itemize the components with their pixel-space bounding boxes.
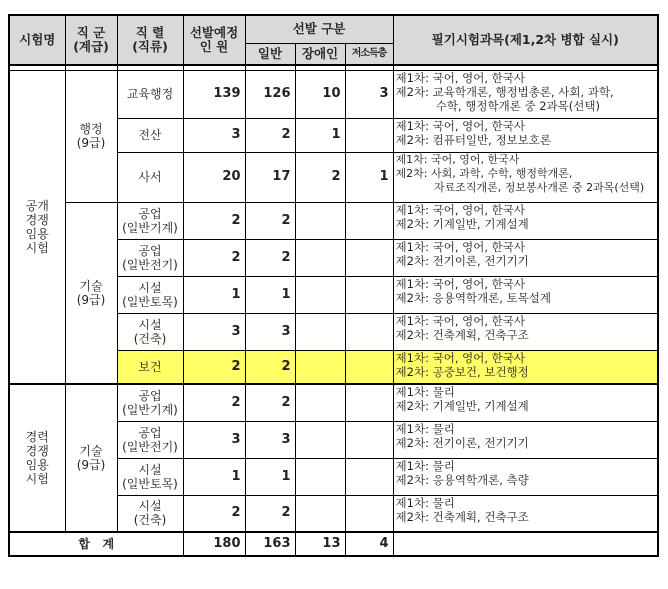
planned-cell: 2 xyxy=(183,239,245,276)
general-cell: 2 xyxy=(245,118,295,152)
subjects-cell: 제1차: 물리 제2차: 건축계획, 건축구조 xyxy=(393,495,658,532)
total-disabled: 13 xyxy=(295,532,345,556)
lowincome-cell xyxy=(345,202,393,239)
planned-cell: 2 xyxy=(183,384,245,421)
disabled-cell xyxy=(295,350,345,384)
disabled-cell: 10 xyxy=(295,70,345,118)
subjects-cell: 제1차: 물리 제2차: 전기이론, 전기기기 xyxy=(393,421,658,458)
lowincome-cell xyxy=(345,495,393,532)
table-row xyxy=(9,70,658,118)
subjects-cell: 제1차: 국어, 영어, 한국사 제2차: 교육학개론, 행정법총론, 사회, 과학, 수학, 행정학개론 중 2과목(선택) xyxy=(393,70,658,118)
recruitment-table xyxy=(8,14,659,557)
job-cell: 공업 (일반전기) xyxy=(117,239,183,276)
lowincome-cell xyxy=(345,421,393,458)
header-disabled: 장애인 xyxy=(295,43,345,65)
general-cell: 126 xyxy=(245,70,295,118)
general-cell: 1 xyxy=(245,276,295,313)
job-cell: 공업 (일반기계) xyxy=(117,384,183,421)
job-cell: 시설 (건축) xyxy=(117,313,183,350)
job-cell: 시설 (일반토목) xyxy=(117,458,183,495)
subjects-cell: 제1차: 국어, 영어, 한국사 제2차: 공중보건, 보건행정 xyxy=(393,350,658,384)
subjects-cell: 제1차: 국어, 영어, 한국사 제2차: 전기이론, 전기기기 xyxy=(393,239,658,276)
table-row xyxy=(9,384,658,421)
general-cell: 2 xyxy=(245,495,295,532)
lowincome-cell: 3 xyxy=(345,70,393,118)
disabled-cell xyxy=(295,384,345,421)
header-subjects: 필기시험과목(제1,2차 병합 실시) xyxy=(393,15,658,65)
planned-cell: 20 xyxy=(183,152,245,202)
disabled-cell xyxy=(295,276,345,313)
planned-cell: 3 xyxy=(183,313,245,350)
job-cell: 전산 xyxy=(117,118,183,152)
subjects-cell: 제1차: 국어, 영어, 한국사 제2차: 컴퓨터일반, 정보보호론 xyxy=(393,118,658,152)
total-row xyxy=(9,532,658,556)
planned-cell: 2 xyxy=(183,350,245,384)
planned-cell: 3 xyxy=(183,118,245,152)
lowincome-cell xyxy=(345,276,393,313)
general-cell: 17 xyxy=(245,152,295,202)
general-cell: 3 xyxy=(245,313,295,350)
disabled-cell xyxy=(295,458,345,495)
general-cell: 2 xyxy=(245,384,295,421)
group-admin: 행정 (9급) xyxy=(65,70,117,202)
disabled-cell xyxy=(295,313,345,350)
total-subjects-empty xyxy=(393,532,658,556)
job-cell: 보건 xyxy=(117,350,183,384)
general-cell: 3 xyxy=(245,421,295,458)
total-planned: 180 xyxy=(183,532,245,556)
disabled-cell: 2 xyxy=(295,152,345,202)
header-jikryul: 직 렬 (직류) xyxy=(117,15,183,65)
general-cell: 2 xyxy=(245,202,295,239)
job-cell: 공업 (일반기계) xyxy=(117,202,183,239)
subjects-cell: 제1차: 국어, 영어, 한국사 제2차: 사회, 과학, 수학, 행정학개론, 자료조직개론, 정보봉사개론 중 2과목(선택) xyxy=(393,152,658,202)
disabled-cell xyxy=(295,239,345,276)
general-cell: 1 xyxy=(245,458,295,495)
header-row-1 xyxy=(9,15,658,43)
header-planned: 선발예정 인 원 xyxy=(183,15,245,65)
job-cell: 사서 xyxy=(117,152,183,202)
planned-cell: 2 xyxy=(183,495,245,532)
planned-cell: 3 xyxy=(183,421,245,458)
subjects-cell: 제1차: 물리 제2차: 기계일반, 기계설계 xyxy=(393,384,658,421)
total-general: 163 xyxy=(245,532,295,556)
header-general: 일반 xyxy=(245,43,295,65)
group-open: 공개 경쟁 임용 시험 xyxy=(9,70,65,384)
lowincome-cell xyxy=(345,384,393,421)
general-cell: 2 xyxy=(245,350,295,384)
planned-cell: 2 xyxy=(183,202,245,239)
subjects-cell: 제1차: 국어, 영어, 한국사 제2차: 기계일반, 기계설계 xyxy=(393,202,658,239)
job-cell: 시설 (일반토목) xyxy=(117,276,183,313)
header-exam: 시험명 xyxy=(9,15,65,65)
disabled-cell xyxy=(295,202,345,239)
subjects-cell: 제1차: 국어, 영어, 한국사 제2차: 건축계획, 건축구조 xyxy=(393,313,658,350)
group-career: 경력 경쟁 임용 시험 xyxy=(9,384,65,532)
subjects-cell: 제1차: 물리 제2차: 응용역학개론, 측량 xyxy=(393,458,658,495)
planned-cell: 1 xyxy=(183,458,245,495)
disabled-cell: 1 xyxy=(295,118,345,152)
job-cell: 교육행정 xyxy=(117,70,183,118)
header-lowincome: 저소득층 xyxy=(345,43,393,65)
lowincome-cell xyxy=(345,118,393,152)
lowincome-cell xyxy=(345,239,393,276)
lowincome-cell xyxy=(345,350,393,384)
subjects-cell: 제1차: 국어, 영어, 한국사 제2차: 응용역학개론, 토목설계 xyxy=(393,276,658,313)
total-label: 합 계 xyxy=(9,532,183,556)
general-cell: 2 xyxy=(245,239,295,276)
header-selection: 선발 구분 xyxy=(245,15,393,43)
total-lowincome: 4 xyxy=(345,532,393,556)
group-tech1: 기술 (9급) xyxy=(65,202,117,384)
group-tech2: 기술 (9급) xyxy=(65,384,117,532)
header-jikgun: 직 군 (계급) xyxy=(65,15,117,65)
planned-cell: 139 xyxy=(183,70,245,118)
job-cell: 시설 (건축) xyxy=(117,495,183,532)
disabled-cell xyxy=(295,421,345,458)
lowincome-cell xyxy=(345,458,393,495)
planned-cell: 1 xyxy=(183,276,245,313)
lowincome-cell: 1 xyxy=(345,152,393,202)
table-row xyxy=(9,202,658,239)
disabled-cell xyxy=(295,495,345,532)
job-cell: 공업 (일반전기) xyxy=(117,421,183,458)
lowincome-cell xyxy=(345,313,393,350)
